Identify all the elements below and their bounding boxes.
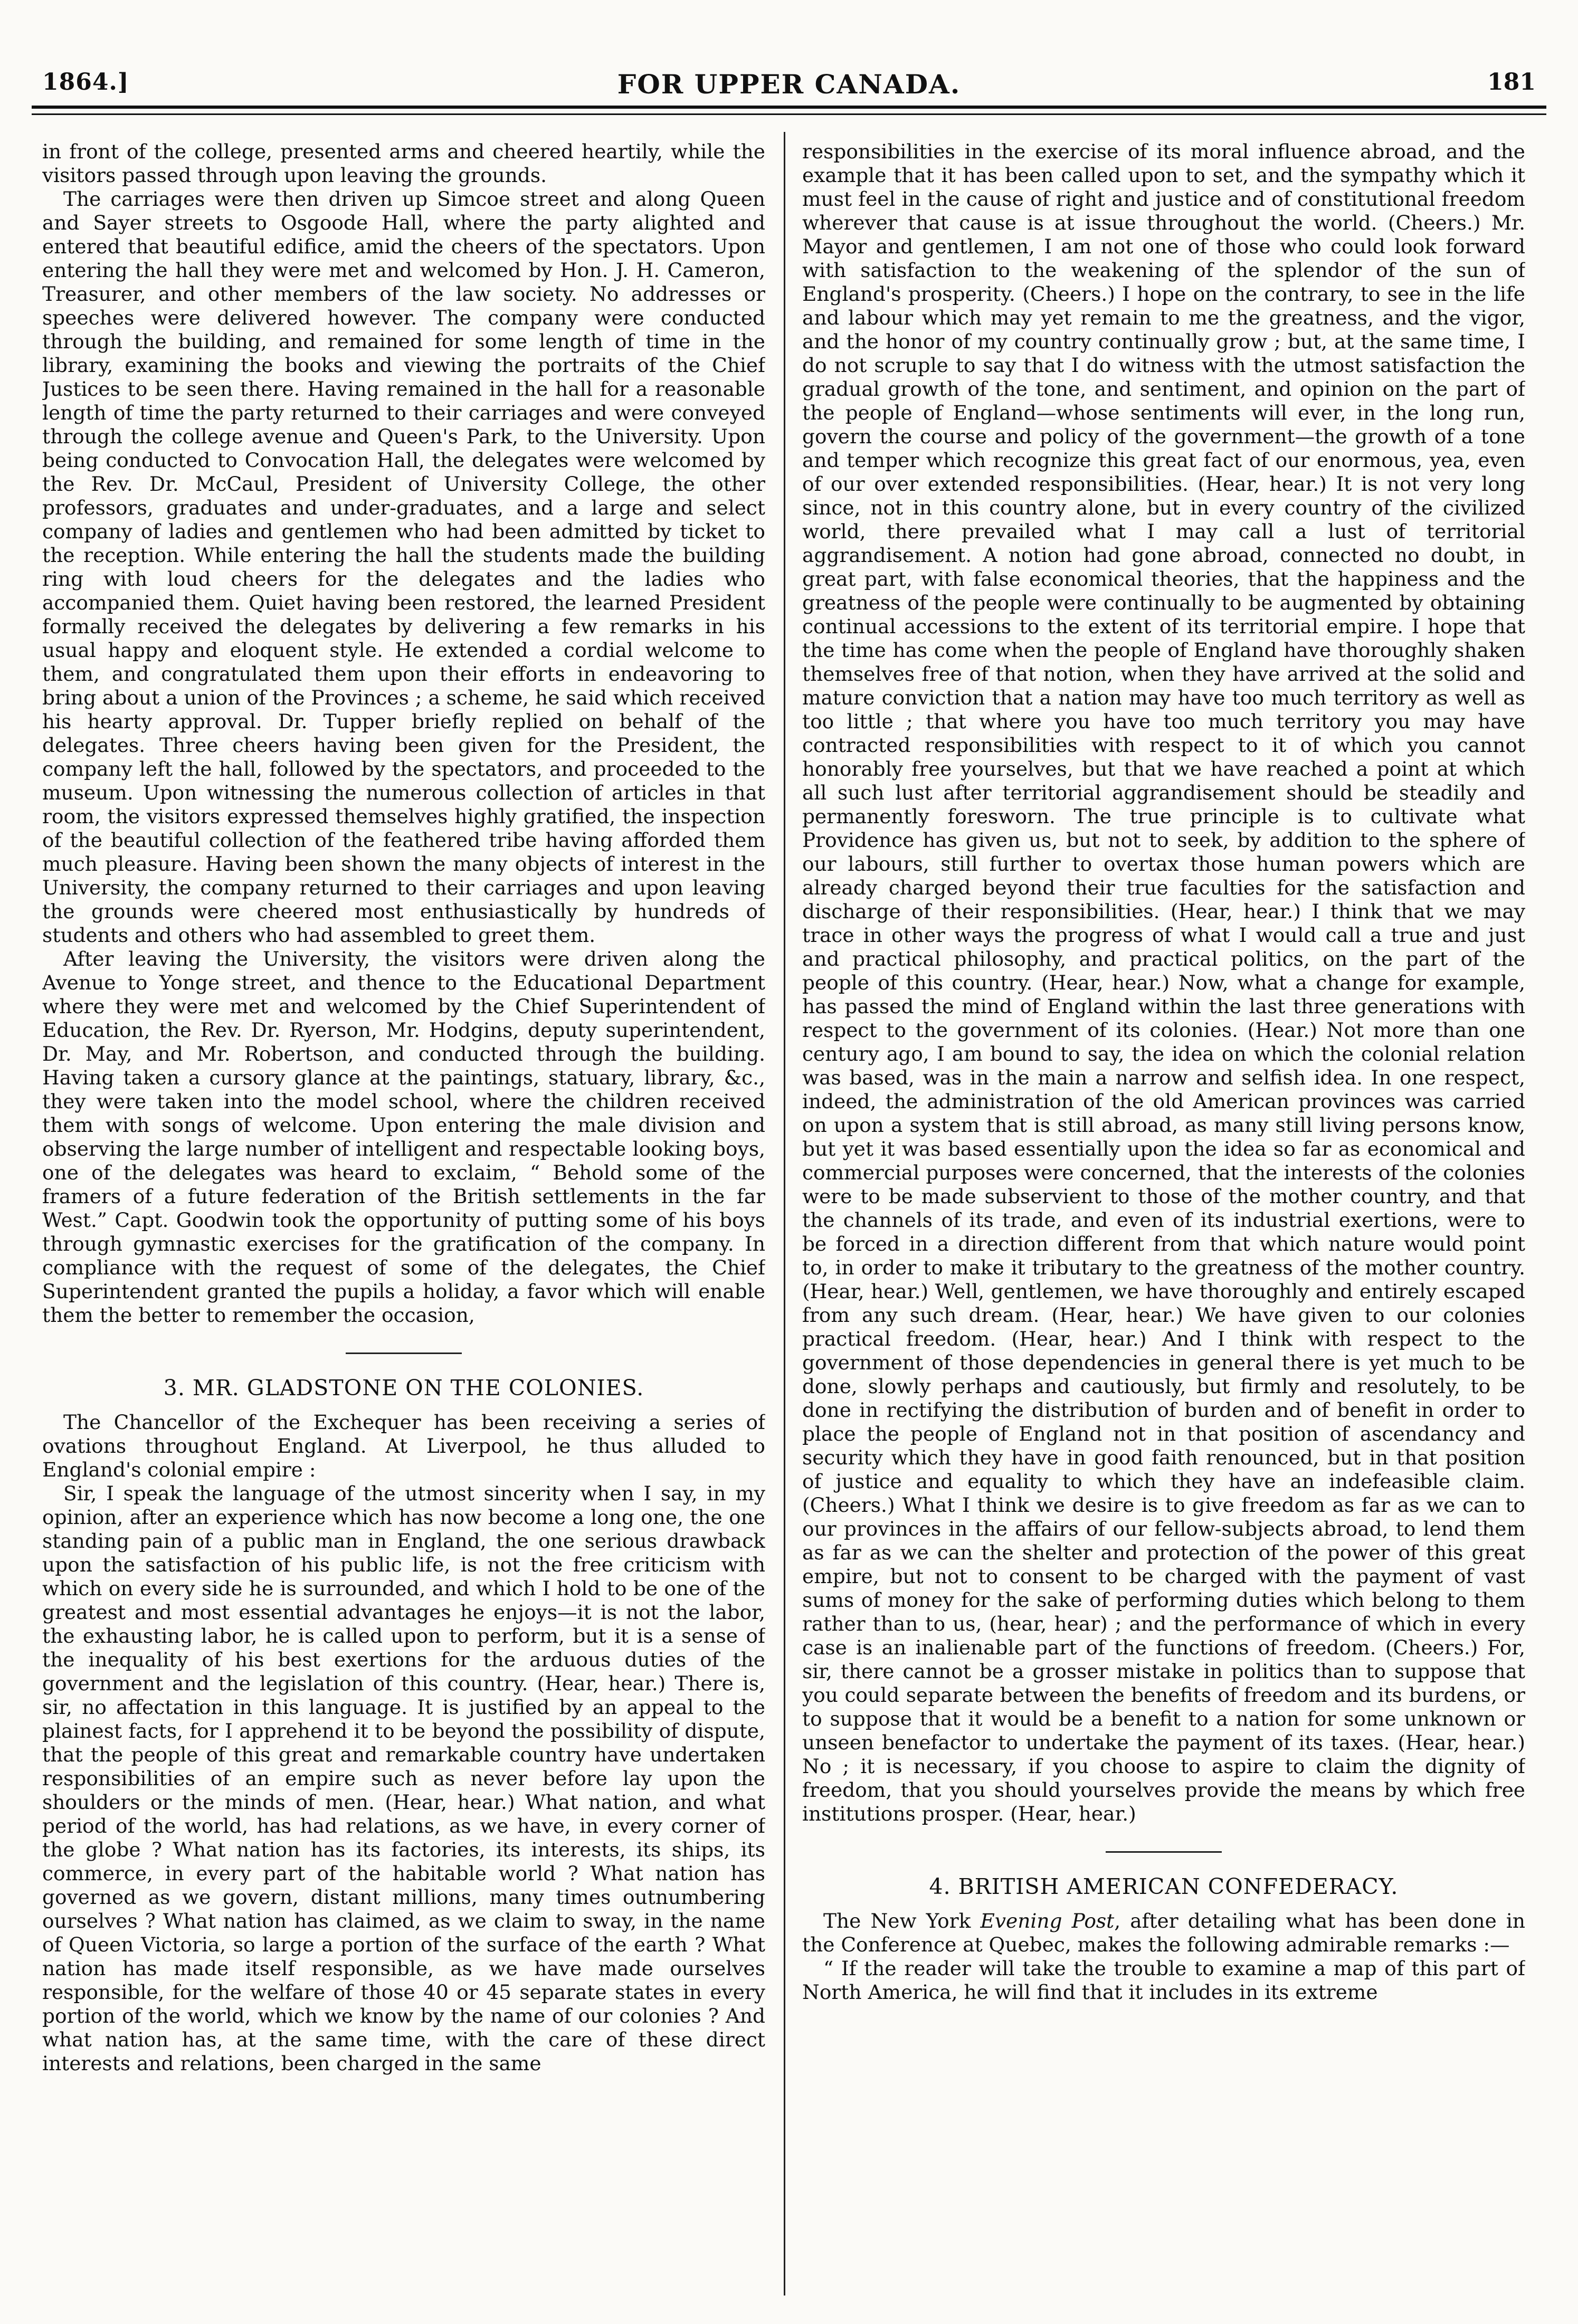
newspaper-title: Evening Post <box>980 1909 1115 1933</box>
document-page <box>32 32 1546 2306</box>
header-title: FOR UPPER CANADA. <box>617 69 961 100</box>
section-title-gladstone: 3. MR. GLADSTONE ON THE COLONIES. <box>163 1375 644 1401</box>
section-title-confederacy: 4. BRITISH AMERICAN CONFEDERACY. <box>929 1874 1399 1899</box>
column-divider <box>784 132 785 2296</box>
paragraph: Sir, I speak the language of the utmost sincerity when I say, in my opinion, after an experience which has now become a long one, the one standing pain of a public man in England, the one serious drawback upon the satisfaction of his public life, is not the free criticism with which on every side he is surrounded, and which I hold to be one of the greatest and most essential advantages he enjoys—it is not the labor, the exhausting labor, he is called upon to perform, but it is a sense of the inequality of his best exertions for the arduous duties of the government and the legislation of this country. (Hear, hear.) There is, sir, no affectation in this language. It is justified by an appeal to the plainest facts, for I apprehend it to be beyond the possibility of dispute, that the people of this great and remarkable country have undertaken responsibilities of an empire such as never before lay upon the shoulders or the minds of men. (Hear, hear.) What nation, and what period of the world, has had relations, as we have, in every corner of the globe ? What nation has its factories, its interests, its ships, its commerce, in every part of the habitable world ? What nation has governed as we govern, distant millions, many times outnumbering ourselves ? What nation has claimed, as we claim to sway, in the name of Queen Victoria, so large a portion of the surface of the earth ? What nation has made itself responsible, as we have made ourselves responsible, for the welfare of those 40 or 45 separate states in every portion of the world, which we know by the name of our colonies ? And what nation has, at the same time, with the care of these direct interests and relations, been charged in the same <box>42 1482 765 2075</box>
paragraph: responsibilities in the exercise of its moral influence abroad, and the example that it has been called upon to set, and the sympathy which it must feel in the cause of right and justice and of constitutional freedom wherever that cause is at issue throughout the world. (Cheers.) Mr. Mayor and gentlemen, I am not one of those who could look forward with satisfaction to the weakening of the splendor of the sun of England's prosperity. (Cheers.) I hope on the contrary, to see in the life and labour which may yet remain to me the greatness, and the vigor, and the honor of my country continually grow ; but, at the same time, I do not scruple to say that I do witness with the utmost satisfaction the gradual growth of the tone, and sentiment, and opinion on the part of the people of England—whose sentiments will ever, in the long run, govern the course and policy of the government—the growth of a tone and temper which recognize this great fact of our enormous, yea, even of our over extended responsibilities. (Hear, hear.) It is not very long since, not in this country alone, but in every country of the civilized world, there prevailed what I may call a lust of territorial aggrandisement. A notion had gone abroad, connected no doubt, in great part, with false economical theories, that the happiness and the greatness of the people were continually to be augmented by obtaining continual accessions to the extent of its territorial empire. I hope that the time has come when the people of England have thoroughly shaken themselves free of that notion, when they have arrived at the solid and mature conviction that a nation may have too much territory as well as too little ; that where you have too much territory you may have contracted responsibilities with respect to it of which you cannot honorably free yourselves, but that we have reached a point at which all such lust after territorial aggrandisement should be steadily and permanently foresworn. The true principle is to cultivate what Providence has given us, but not to seek, by addition to the sphere of our labours, still further to overtax those human powers which are already charged beyond their true faculties for the satisfaction and discharge of their responsibilities. (Hear, hear.) I think that we may trace in other ways the progress of what I would call a true and just and practical philosophy, and practical politics, on the part of the people of this country. (Hear, hear.) Now, what a change for example, has passed the mind of England within the last three generations with respect to the government of its colonies. (Hear.) Not more than one century ago, I am bound to say, the idea on which the colonial relation was based, was in the main a narrow and selfish idea. In one respect, indeed, the administration of the old American provinces was carried on upon a system that is still abroad, as many still living persons know, but yet it was based essentially upon the idea so far as economical and commercial purposes were concerned, that the interests of the colonies were to be made subservient to those of the mother country, and that the channels of its trade, and even of its industrial exertions, were to be forced in a direction different from that which nature would point to, in order to make it tributary to the greatness of the mother country. (Hear, hear.) Well, gentlemen, we have thoroughly and entirely escaped from any such dream. (Hear, hear.) We have given to our colonies practical freedom. (Hear, hear.) And I think with respect to the government of those dependencies in general there is yet much to be done, slowly perhaps and cautiously, but firmly and resolutely, to be done in rectifying the distribution of burden and of benefit in order to place the people of England not in that position of ascendancy and security which they have in good faith renounced, but in that position of justice and equality to which they have an indefeasible claim. (Cheers.) What I think we desire is to give freedom as far as we can to our provinces in the affairs of our fellow-subjects abroad, to lend them as far as we can the shelter and protection of the power of this great empire, but not to consent to be charged with the payment of vast sums of money for the sake of performing duties which belong to them rather than to us, (hear, hear) ; and the performance of which in every case is an inalienable part of the functions of freedom. (Cheers.) For, sir, there cannot be a grosser mistake in politics than to suppose that you could separate between the benefits of freedom and its burdens, or to suppose that it would be a benefit to a nation for some unknown or unseen benefactor to undertake the payment of its taxes. (Hear, hear.) No ; it is necessary, if you choose to aspire to claim the dignity of freedom, that you should yourselves provide the means by which free institutions prosper. (Hear, hear.) <box>802 140 1525 1825</box>
header-rule-thick <box>32 106 1546 109</box>
paragraph: The carriages were then driven up Simcoe street and along Queen and Sayer streets to Osgoode Hall, where the party alighted and entered that beautiful edifice, amid the cheers of the spectators. Upon entering the hall they were met and welcomed by Hon. J. H. Cameron, Treasurer, and other members of the law society. No addresses or speeches were delivered however. The company were conducted through the building, and remained for some length of time in the library, examining the books and viewing the portraits of the Chief Justices to be seen there. Having remained in the hall for a reasonable length of time the party returned to their carriages and were conveyed through the college avenue and Queen's Park, to the University. Upon being conducted to Convocation Hall, the delegates were welcomed by the Rev. Dr. McCaul, President of University College, the other professors, graduates and under-graduates, and a large and select company of ladies and gentlemen who had been admitted by ticket to the reception. While entering the hall the students made the building ring with loud cheers for the delegates and the ladies who accompanied them. Quiet having been restored, the learned President formally received the delegates by delivering a few remarks in his usual happy and eloquent style. He extended a cordial welcome to them, and congratulated them upon their efforts in endeavoring to bring about a union of the Provinces ; a scheme, he said which received his hearty approval. Dr. Tupper briefly replied on behalf of the delegates. Three cheers having been given for the President, the company left the hall, followed by the spectators, and proceeded to the museum. Upon witnessing the numerous collection of articles in that room, the visitors expressed themselves highly gratified, the inspection of the beautiful collection of the feathered tribe having afforded them much pleasure. Having been shown the many objects of interest in the University, the company returned to their carriages and upon leaving the grounds were cheered most enthusiastically by hundreds of students and others who had assembled to greet them. <box>42 187 765 947</box>
paragraph: “ If the reader will take the trouble to examine a map of this part of North America, he will find that it includes in its extreme <box>802 1957 1525 2004</box>
text-run: The New York <box>823 1909 981 1933</box>
header-rule-thin <box>32 113 1546 115</box>
text-run: , after detailing what has been done in the Conference at Quebec, makes the following admirable remarks :— <box>802 1909 1525 1957</box>
page-header <box>32 53 1546 100</box>
section-divider <box>346 1353 462 1354</box>
section-divider <box>1106 1851 1222 1853</box>
header-page-number: 181 <box>1487 69 1536 96</box>
header-year: 1864.] <box>42 69 129 96</box>
paragraph: in front of the college, presented arms and cheered heartily, while the visitors passed through upon leaving the grounds. <box>42 140 765 187</box>
paragraph: The Chancellor of the Exchequer has been receiving a series of ovations throughout England. At Liverpool, he thus alluded to England's colonial empire : <box>42 1411 765 1482</box>
left-column <box>42 140 765 2303</box>
paragraph: After leaving the University, the visitors were driven along the Avenue to Yonge street, and thence to the Educational Department where they were met and welcomed by the Chief Superintendent of Education, the Rev. Dr. Ryerson, Mr. Hodgins, deputy superintendent, Dr. May, and Mr. Robertson, and conducted through the building. Having taken a cursory glance at the paintings, statuary, library, &c., they were taken into the model school, where the children received them with songs of welcome. Upon entering the male division and observing the large number of intelligent and respectable looking boys, one of the delegates was heard to exclaim, “ Behold some of the framers of a future federation of the British settlements in the far West.” Capt. Goodwin took the opportunity of putting some of his boys through gymnastic exercises for the gratification of the company. In compliance with the request of some of the delegates, the Chief Superintendent granted the pupils a holiday, a favor which will enable them the better to remember the occasion, <box>42 947 765 1327</box>
paragraph <box>802 1909 1525 1957</box>
right-column <box>802 140 1525 2303</box>
